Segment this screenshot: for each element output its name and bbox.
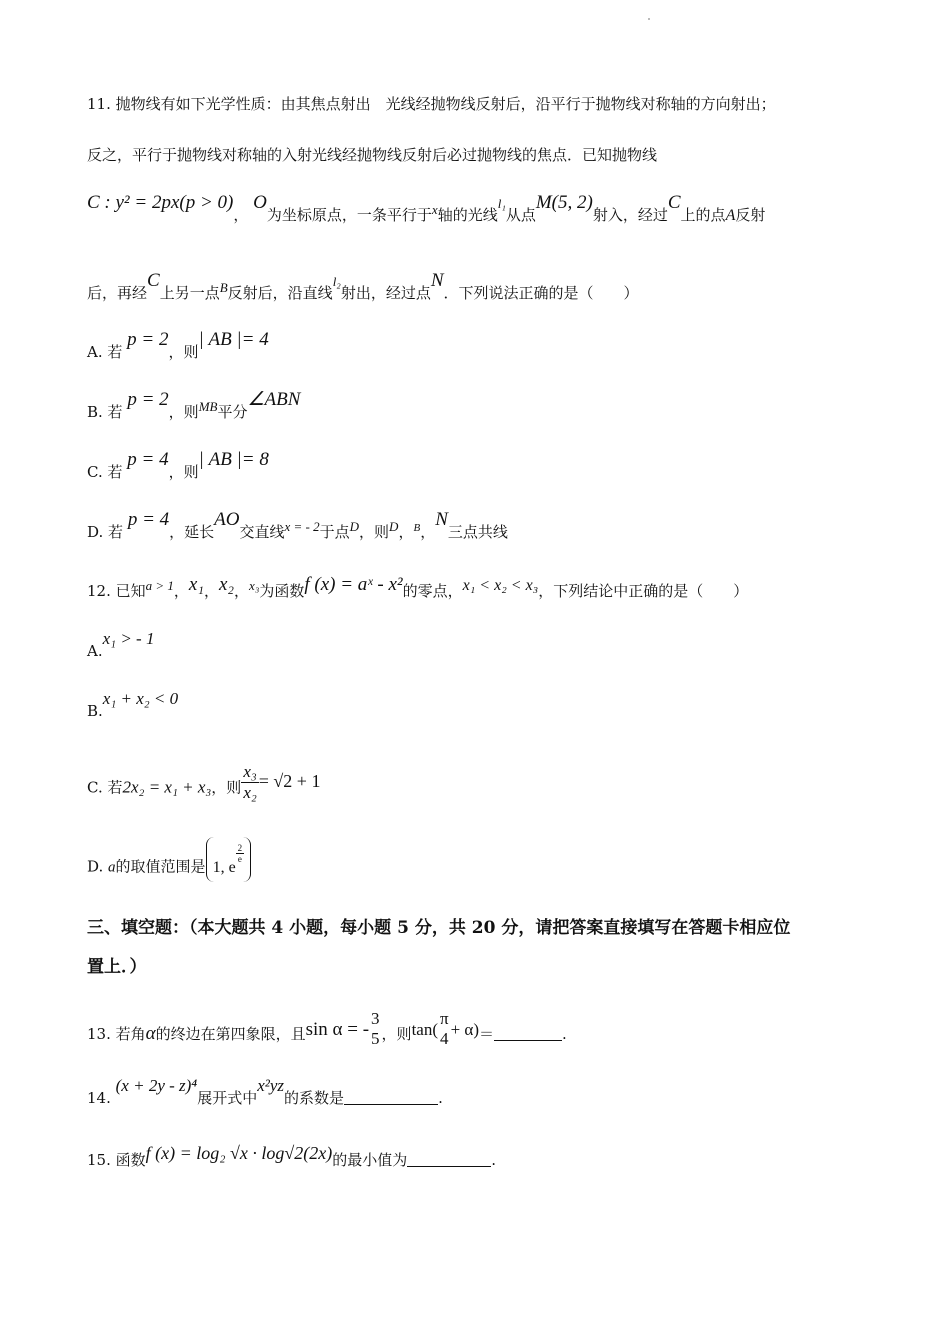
- x3: x₃: [249, 578, 260, 593]
- period: .: [562, 1025, 567, 1043]
- curve-C: C: [147, 270, 160, 291]
- text: 的零点，: [402, 582, 463, 600]
- q11-text1: 11. 抛物线有如下光学性质：由其焦点射出 光线经抛物线反射后，沿平行于抛物线对称轴的方向射出；: [87, 95, 776, 113]
- cond-a: a > 1: [145, 578, 174, 593]
- section3-heading-cont: [87, 957, 147, 977]
- denominator: 5: [371, 1029, 380, 1048]
- expression: (x + 2y - z)⁴: [115, 1076, 198, 1095]
- text: ，则: [168, 403, 199, 421]
- text: 的取值范围是: [115, 857, 206, 876]
- ordering: x₁ < x₂ < x₃: [462, 577, 539, 594]
- term: x²yz: [257, 1076, 285, 1095]
- option-label: D. 若: [87, 523, 124, 541]
- result: ∠ABN: [247, 389, 301, 410]
- q11-line2: [87, 145, 657, 165]
- denominator: x₂: [243, 783, 257, 802]
- point-N: N: [430, 270, 444, 291]
- q12-option-c: [87, 762, 321, 809]
- x2: x₂: [218, 574, 235, 595]
- denominator: 4: [440, 1029, 449, 1048]
- exp-num: 2: [237, 843, 243, 853]
- text: ，则: [359, 523, 390, 541]
- q12-stem: [87, 574, 749, 602]
- line-eq: x = - 2: [284, 519, 320, 534]
- ray-AO: AO: [214, 509, 240, 530]
- interval: [206, 837, 252, 882]
- numerator: x₃: [243, 762, 257, 781]
- text: ，延长: [169, 523, 215, 541]
- equals: ＝: [479, 1025, 495, 1043]
- text: 三点共线: [447, 523, 508, 541]
- text: 反射: [735, 206, 766, 224]
- option-label: B. 若: [87, 403, 123, 421]
- option-label: A. 若: [87, 343, 123, 361]
- heading-text: 置上．）: [87, 957, 147, 977]
- line-l1: l₁: [497, 196, 506, 211]
- option-label: B.: [87, 702, 103, 720]
- fraction: [438, 1009, 451, 1049]
- option-label: C. 若: [87, 778, 123, 797]
- text: 于点: [319, 523, 350, 541]
- q11-option-d: [87, 509, 508, 544]
- option-label: D.: [87, 857, 104, 876]
- text: 射入，经过: [592, 206, 668, 224]
- answer-blank[interactable]: [407, 1151, 491, 1167]
- function-f: f (x) = log₂ √x · log√2(2x): [145, 1143, 333, 1163]
- condition: p = 2: [127, 329, 169, 350]
- text: 15. 函数: [87, 1151, 146, 1169]
- q12-option-b: [87, 689, 179, 721]
- fraction: [241, 762, 258, 803]
- text: 14.: [87, 1089, 111, 1107]
- x-axis: x: [431, 202, 438, 217]
- interval-text: 1, e: [212, 859, 236, 876]
- rhs: = √2 + 1: [258, 770, 321, 791]
- text: 平分: [217, 403, 248, 421]
- result: | AB |= 8: [198, 449, 269, 470]
- condition: p = 4: [127, 509, 170, 530]
- parabola-equation: C : y² = 2px(p > 0): [87, 192, 234, 213]
- text: ，则: [168, 463, 199, 481]
- q12-option-d: [87, 845, 251, 890]
- period: .: [438, 1089, 443, 1107]
- text: 轴的光线: [437, 206, 498, 224]
- answer-blank[interactable]: [494, 1025, 562, 1041]
- text: ，则: [168, 343, 199, 361]
- comma: ，: [234, 582, 250, 600]
- text: 反射后，沿直线: [227, 284, 333, 302]
- point-B: B: [413, 522, 421, 534]
- option-label: A.: [87, 642, 103, 660]
- function-f: f (x) = aˣ - x²: [304, 574, 403, 595]
- text: ，下列结论中正确的是（ ）: [538, 582, 749, 600]
- q11-text2: 反之，平行于抛物线对称轴的入射光线经抛物线反射后必过抛物线的焦点．已知抛物线: [87, 146, 658, 164]
- q15: [87, 1143, 497, 1170]
- text: 12. 已知: [87, 582, 146, 600]
- exponent: [236, 843, 245, 864]
- q11-option-c: [87, 449, 269, 482]
- heading-text: 三、填空题：（本大题共 4 小题，每小题 5 分，共 20 分，请把答案直接填写在答题卡相应位: [87, 918, 791, 938]
- origin-O: O: [253, 192, 267, 213]
- point-A: A: [725, 207, 736, 224]
- sin-expr: sin α = -: [305, 1019, 370, 1040]
- comma: ，: [203, 582, 219, 600]
- text: 交直线: [239, 523, 285, 541]
- line-l2: l₂: [332, 274, 341, 289]
- text: 的终边在第四象限，且: [155, 1025, 306, 1043]
- text: ，则: [211, 778, 242, 797]
- text: 后，再经: [87, 284, 148, 302]
- param-a: a: [108, 859, 116, 876]
- curve-C: C: [667, 192, 681, 213]
- comma: ，: [420, 523, 436, 541]
- text: 从点: [505, 206, 536, 224]
- text: 为函数: [259, 582, 305, 600]
- condition: 2x₂ = x₁ + x₃: [122, 777, 212, 797]
- text: 为坐标原点，一条平行于: [266, 206, 432, 224]
- period: .: [491, 1151, 497, 1169]
- text: ，则: [381, 1025, 412, 1043]
- point-N: N: [435, 509, 448, 530]
- numerator: π: [440, 1009, 449, 1028]
- condition: p = 2: [127, 389, 169, 410]
- tan-open: tan(: [411, 1020, 438, 1039]
- alpha: α: [145, 1023, 156, 1044]
- text: 13. 若角: [87, 1025, 146, 1043]
- tan-close: + α): [450, 1020, 479, 1039]
- comma: ，: [173, 582, 189, 600]
- exp-den: e: [237, 854, 242, 864]
- fraction: [369, 1009, 382, 1049]
- point-B: B: [219, 280, 228, 295]
- condition: p = 4: [127, 449, 169, 470]
- section3-heading: [87, 918, 790, 938]
- point-D: D: [349, 519, 360, 534]
- equation: x₁ + x₂ < 0: [102, 689, 179, 708]
- numerator: 3: [371, 1009, 380, 1028]
- q12-option-a: [87, 629, 155, 661]
- q13: [87, 1009, 567, 1055]
- point-D: D: [389, 519, 399, 534]
- text: 的最小值为: [332, 1151, 408, 1169]
- q11-option-a: [87, 329, 269, 362]
- text: 上的点: [680, 206, 726, 224]
- point-M: M(5, 2): [535, 192, 593, 213]
- equation: x₁ > - 1: [102, 629, 155, 648]
- text: 射出，经过点: [340, 284, 431, 302]
- comma: ，: [233, 206, 249, 224]
- q11-line4: [87, 270, 639, 304]
- page-mark: [648, 18, 650, 20]
- q11-line1: [87, 94, 776, 114]
- text: 的系数是: [284, 1089, 345, 1107]
- segment-MB: MB: [198, 399, 218, 414]
- q14: [87, 1076, 443, 1108]
- answer-blank[interactable]: [344, 1089, 438, 1105]
- q11-option-b: [87, 389, 301, 423]
- text: 上另一点: [159, 284, 220, 302]
- x1: x₁: [188, 574, 204, 595]
- option-label: C. 若: [87, 463, 123, 481]
- result: | AB |= 4: [198, 329, 269, 350]
- comma: ，: [398, 523, 414, 541]
- text: ．下列说法正确的是（ ）: [443, 284, 639, 302]
- text: 展开式中: [197, 1089, 258, 1107]
- q11-line3: [87, 192, 766, 226]
